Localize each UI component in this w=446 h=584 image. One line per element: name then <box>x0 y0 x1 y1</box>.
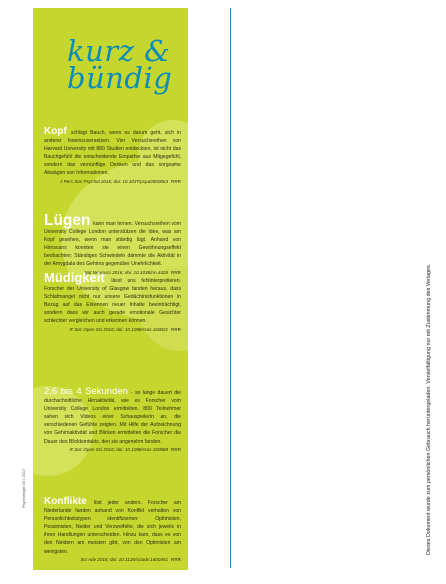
citation-text: Nat Neurosci 2016; doi: 10.1038/nn.4426 <box>84 269 169 275</box>
section-body: lässt uns fehlinterpretieren. Forscher der University of Glasgow fanden heraus, dass Schlafmangel nicht nur unsere Gedächtnisfunktionen in Bezug auf das Erkennen neuer Inhalte beeinträchtigt, sondern dass wir auch gerade emotionale Gesichter schlechter vergleichen und erkennen können. <box>44 278 181 325</box>
section-citation <box>44 446 181 454</box>
section-keyword: Kopf <box>44 126 67 137</box>
section-body: schlägt Bauch, wenn es darum geht, sich in anderer hineinzuversetzen. Vier Versuchsreihen von Harvard University mit 880 Studien entdeckten, ist nicht das Bauchgefühl die entscheidende Empathie aus Mitgegefühl, sondern das vernünftige Denken und das sorgsame Abwägen von Informationen. <box>44 130 181 177</box>
section-citation <box>44 178 181 186</box>
article-panel <box>33 8 188 570</box>
arrow-glyph: RRR <box>171 178 181 184</box>
section-citation <box>44 326 181 334</box>
section-body: löst jeder anders. Forscher am Niederlande fanden anhand von Konflikt verhalten von Personlichkeitstypen identifizierten: Optimisten, Pessimisten, Neider und Verzweifelte, die sich jeweils in ihren Handlungen unterscheiden. Hinzu kam, dass es von den Neidern am meisten gibt, von den Optimisten am wenigsten. <box>44 500 182 555</box>
page-code: Psychologie 03 / 2017 <box>21 468 26 508</box>
download-notice: Dieses Dokument wurde zum persönlichen Gebrauch heruntergeladen. Vervielfältigung nur mit Zustimmung des Verlages. <box>426 263 432 555</box>
section-body: - so lange dauert die durchschnittliche Hirnaktivität, wie es Forscher vom University College London ermittelten. 800 Teilnehmer sahen sich Videos einer Schauspielerin an, die verschiedenen Gefühle zeigten. Mit Hilfe der Aufzeichnung von Gehirnaktivität und Blicken ermittelten die Forscher die Dauer des Blickkontakts, den sie angenehm fanden. <box>44 390 181 445</box>
arrow-glyph: RRR <box>171 446 181 452</box>
vertical-rule <box>230 8 231 568</box>
section-sekunden <box>44 388 181 454</box>
section-keyword: Konflikte <box>44 496 87 507</box>
title-line-1: kurz & <box>67 34 171 68</box>
citation-text: R Soc Open Sci 2016; doi: 10.1098/rsos.160088 <box>69 446 169 452</box>
section-text-block <box>44 388 181 446</box>
citation-text: J Pers Soc Psychol 2016; doi: 10.1037/pspa0000063 <box>60 178 169 184</box>
arrow-glyph: RRR <box>171 556 181 562</box>
arrow-glyph: RRR <box>171 269 181 275</box>
section-body: kann man lernen. Versuchsreihen vom University College London unterstützen die Idee, was am Kopf gesehen, wenn man ständig lügt. Anhand von Hirnscans konnten sie einen Gewöhnungseffekt beobachten: Ständiges Schwindeln dämmte die Aktivität in der Amygdala des Gehirns gegenüber Unehrlichkeit. <box>44 221 181 268</box>
section-text-block <box>44 212 181 269</box>
section-konflikte <box>44 498 181 564</box>
section-keyword: Müdigkeit <box>44 270 105 285</box>
section-keyword: 2,6 bis 4 Sekunden <box>44 386 128 397</box>
page-title <box>67 34 173 95</box>
section-text-block <box>44 498 181 556</box>
arrow-glyph: RRR <box>171 326 181 332</box>
section-luegen <box>44 212 181 277</box>
section-citation <box>44 556 181 564</box>
section-keyword: Lügen <box>44 212 91 229</box>
title-line-2: bündig <box>67 61 173 95</box>
citation-text: R Soc Open Sci 2016; doi: 10.1098/rsos.160021 <box>69 326 169 332</box>
section-kopf <box>44 128 181 186</box>
citation-text: Sci Adv 2016; doi: 10.1126/sciadv.1600451 <box>80 556 169 562</box>
section-text-block <box>44 128 181 178</box>
